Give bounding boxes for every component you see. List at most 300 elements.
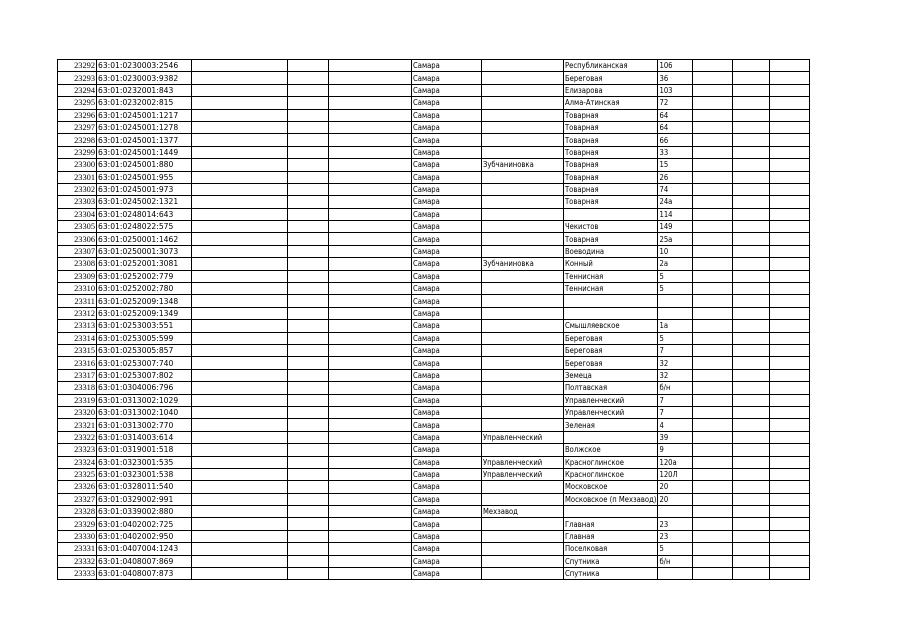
empty-cell[interactable] <box>329 382 412 394</box>
empty-cell[interactable] <box>733 344 770 356</box>
empty-cell[interactable] <box>288 493 329 505</box>
street-cell[interactable]: Алма-Атинская <box>564 97 658 109</box>
row-number-cell[interactable]: 23333 <box>58 568 97 580</box>
empty-cell[interactable] <box>733 332 770 344</box>
empty-cell[interactable] <box>770 357 810 369</box>
cadastral-number-cell[interactable]: 63:01:0245001:955 <box>97 171 192 183</box>
cadastral-number-cell[interactable]: 63:01:0328011:540 <box>97 481 192 493</box>
cadastral-number-cell[interactable]: 63:01:0245002:1321 <box>97 196 192 208</box>
empty-cell[interactable] <box>693 357 733 369</box>
street-cell[interactable]: Зеленая <box>564 419 658 431</box>
street-cell[interactable]: Товарная <box>564 171 658 183</box>
empty-cell[interactable] <box>192 171 288 183</box>
row-number-cell[interactable]: 23319 <box>58 394 97 406</box>
row-number-cell[interactable]: 23297 <box>58 121 97 133</box>
empty-cell[interactable] <box>329 506 412 518</box>
house-number-cell[interactable]: 5 <box>658 543 693 555</box>
empty-cell[interactable] <box>770 406 810 418</box>
street-cell[interactable]: Береговая <box>564 344 658 356</box>
district-cell[interactable] <box>482 245 564 257</box>
empty-cell[interactable] <box>733 146 770 158</box>
empty-cell[interactable] <box>192 357 288 369</box>
empty-cell[interactable] <box>693 60 733 72</box>
empty-cell[interactable] <box>288 171 329 183</box>
district-cell[interactable] <box>482 394 564 406</box>
district-cell[interactable]: Зубчаниновка <box>482 258 564 270</box>
empty-cell[interactable] <box>693 506 733 518</box>
empty-cell[interactable] <box>693 283 733 295</box>
empty-cell[interactable] <box>288 97 329 109</box>
street-cell[interactable]: Смышляевское <box>564 320 658 332</box>
empty-cell[interactable] <box>329 456 412 468</box>
row-number-cell[interactable]: 23306 <box>58 233 97 245</box>
city-cell[interactable]: Самара <box>412 456 482 468</box>
row-number-cell[interactable]: 23328 <box>58 506 97 518</box>
empty-cell[interactable] <box>192 456 288 468</box>
empty-cell[interactable] <box>192 481 288 493</box>
city-cell[interactable]: Самара <box>412 481 482 493</box>
empty-cell[interactable] <box>192 555 288 567</box>
empty-cell[interactable] <box>733 456 770 468</box>
row-number-cell[interactable]: 23311 <box>58 295 97 307</box>
empty-cell[interactable] <box>770 543 810 555</box>
street-cell[interactable]: Товарная <box>564 109 658 121</box>
empty-cell[interactable] <box>770 506 810 518</box>
empty-cell[interactable] <box>770 295 810 307</box>
cadastral-number-cell[interactable]: 63:01:0248014:643 <box>97 208 192 220</box>
city-cell[interactable]: Самара <box>412 344 482 356</box>
city-cell[interactable]: Самара <box>412 171 482 183</box>
empty-cell[interactable] <box>192 295 288 307</box>
empty-cell[interactable] <box>770 258 810 270</box>
empty-cell[interactable] <box>329 568 412 580</box>
empty-cell[interactable] <box>329 295 412 307</box>
empty-cell[interactable] <box>288 196 329 208</box>
house-number-cell[interactable]: 5 <box>658 332 693 344</box>
empty-cell[interactable] <box>329 493 412 505</box>
empty-cell[interactable] <box>733 109 770 121</box>
city-cell[interactable]: Самара <box>412 357 482 369</box>
empty-cell[interactable] <box>288 221 329 233</box>
row-number-cell[interactable]: 23320 <box>58 406 97 418</box>
empty-cell[interactable] <box>733 221 770 233</box>
empty-cell[interactable] <box>733 245 770 257</box>
empty-cell[interactable] <box>288 121 329 133</box>
row-number-cell[interactable]: 23323 <box>58 444 97 456</box>
empty-cell[interactable] <box>288 530 329 542</box>
cadastral-number-cell[interactable]: 63:01:0245001:973 <box>97 183 192 195</box>
empty-cell[interactable] <box>693 419 733 431</box>
cadastral-number-cell[interactable]: 63:01:0313002:1040 <box>97 406 192 418</box>
empty-cell[interactable] <box>329 307 412 319</box>
empty-cell[interactable] <box>770 72 810 84</box>
cadastral-number-cell[interactable]: 63:01:0304006:796 <box>97 382 192 394</box>
district-cell[interactable]: Управленческий <box>482 431 564 443</box>
district-cell[interactable] <box>482 382 564 394</box>
empty-cell[interactable] <box>770 159 810 171</box>
empty-cell[interactable] <box>733 258 770 270</box>
empty-cell[interactable] <box>288 245 329 257</box>
district-cell[interactable] <box>482 543 564 555</box>
district-cell[interactable] <box>482 171 564 183</box>
empty-cell[interactable] <box>329 159 412 171</box>
house-number-cell[interactable]: 23 <box>658 530 693 542</box>
street-cell[interactable]: Красноглинское <box>564 468 658 480</box>
district-cell[interactable] <box>482 518 564 530</box>
city-cell[interactable]: Самара <box>412 146 482 158</box>
empty-cell[interactable] <box>192 134 288 146</box>
city-cell[interactable]: Самара <box>412 109 482 121</box>
empty-cell[interactable] <box>329 344 412 356</box>
row-number-cell[interactable]: 23298 <box>58 134 97 146</box>
empty-cell[interactable] <box>770 146 810 158</box>
empty-cell[interactable] <box>733 518 770 530</box>
row-number-cell[interactable]: 23303 <box>58 196 97 208</box>
row-number-cell[interactable]: 23308 <box>58 258 97 270</box>
empty-cell[interactable] <box>770 481 810 493</box>
empty-cell[interactable] <box>192 344 288 356</box>
row-number-cell[interactable]: 23292 <box>58 60 97 72</box>
house-number-cell[interactable]: 7 <box>658 344 693 356</box>
row-number-cell[interactable]: 23330 <box>58 530 97 542</box>
row-number-cell[interactable]: 23301 <box>58 171 97 183</box>
empty-cell[interactable] <box>733 481 770 493</box>
house-number-cell[interactable] <box>658 295 693 307</box>
empty-cell[interactable] <box>288 344 329 356</box>
empty-cell[interactable] <box>770 196 810 208</box>
cadastral-number-cell[interactable]: 63:01:0252001:3081 <box>97 258 192 270</box>
street-cell[interactable]: Управленческий <box>564 406 658 418</box>
empty-cell[interactable] <box>693 134 733 146</box>
city-cell[interactable]: Самара <box>412 208 482 220</box>
street-cell[interactable]: Управленческий <box>564 394 658 406</box>
row-number-cell[interactable]: 23293 <box>58 72 97 84</box>
district-cell[interactable] <box>482 72 564 84</box>
district-cell[interactable] <box>482 183 564 195</box>
empty-cell[interactable] <box>693 369 733 381</box>
row-number-cell[interactable]: 23332 <box>58 555 97 567</box>
empty-cell[interactable] <box>329 444 412 456</box>
street-cell[interactable]: Московское (п Мехзавод) <box>565 494 657 504</box>
empty-cell[interactable] <box>288 233 329 245</box>
city-cell[interactable]: Самара <box>412 518 482 530</box>
empty-cell[interactable] <box>329 134 412 146</box>
empty-cell[interactable] <box>329 369 412 381</box>
empty-cell[interactable] <box>192 283 288 295</box>
empty-cell[interactable] <box>288 382 329 394</box>
empty-cell[interactable] <box>770 530 810 542</box>
empty-cell[interactable] <box>770 208 810 220</box>
district-cell[interactable] <box>482 60 564 72</box>
cadastral-number-cell[interactable]: 63:01:0323001:535 <box>97 456 192 468</box>
empty-cell[interactable] <box>329 72 412 84</box>
cadastral-number-cell[interactable]: 63:01:0245001:880 <box>97 159 192 171</box>
empty-cell[interactable] <box>288 332 329 344</box>
empty-cell[interactable] <box>733 307 770 319</box>
empty-cell[interactable] <box>329 320 412 332</box>
empty-cell[interactable] <box>693 431 733 443</box>
row-number-cell[interactable]: 23321 <box>58 419 97 431</box>
row-number-cell[interactable]: 23296 <box>58 109 97 121</box>
house-number-cell[interactable]: 25а <box>658 233 693 245</box>
empty-cell[interactable] <box>288 258 329 270</box>
city-cell[interactable]: Самара <box>412 60 482 72</box>
empty-cell[interactable] <box>770 221 810 233</box>
empty-cell[interactable] <box>693 245 733 257</box>
street-cell[interactable]: Главная <box>564 518 658 530</box>
city-cell[interactable]: Самара <box>412 369 482 381</box>
empty-cell[interactable] <box>329 233 412 245</box>
district-cell[interactable] <box>482 208 564 220</box>
empty-cell[interactable] <box>693 468 733 480</box>
empty-cell[interactable] <box>192 109 288 121</box>
empty-cell[interactable] <box>733 134 770 146</box>
empty-cell[interactable] <box>693 493 733 505</box>
empty-cell[interactable] <box>733 382 770 394</box>
house-number-cell[interactable]: 15 <box>658 159 693 171</box>
cadastral-number-cell[interactable]: 63:01:0253003:551 <box>97 320 192 332</box>
empty-cell[interactable] <box>288 555 329 567</box>
district-cell[interactable] <box>482 196 564 208</box>
cadastral-number-cell[interactable]: 63:01:0408007:873 <box>97 568 192 580</box>
empty-cell[interactable] <box>329 60 412 72</box>
empty-cell[interactable] <box>693 109 733 121</box>
street-cell[interactable]: Воеводина <box>564 245 658 257</box>
empty-cell[interactable] <box>770 60 810 72</box>
house-number-cell[interactable]: 1а <box>658 320 693 332</box>
empty-cell[interactable] <box>733 270 770 282</box>
row-number-cell[interactable]: 23324 <box>58 456 97 468</box>
empty-cell[interactable] <box>733 60 770 72</box>
house-number-cell[interactable]: 32 <box>658 369 693 381</box>
empty-cell[interactable] <box>770 233 810 245</box>
empty-cell[interactable] <box>288 456 329 468</box>
empty-cell[interactable] <box>329 270 412 282</box>
street-cell[interactable]: Конный <box>564 258 658 270</box>
district-cell[interactable] <box>482 568 564 580</box>
city-cell[interactable]: Самара <box>412 159 482 171</box>
city-cell[interactable]: Самара <box>412 382 482 394</box>
street-cell[interactable]: Чекистов <box>564 221 658 233</box>
empty-cell[interactable] <box>770 344 810 356</box>
district-cell[interactable] <box>482 146 564 158</box>
empty-cell[interactable] <box>192 233 288 245</box>
city-cell[interactable]: Самара <box>412 233 482 245</box>
empty-cell[interactable] <box>733 208 770 220</box>
house-number-cell[interactable]: 26 <box>658 171 693 183</box>
empty-cell[interactable] <box>770 307 810 319</box>
house-number-cell[interactable] <box>658 506 693 518</box>
house-number-cell[interactable]: 149 <box>658 221 693 233</box>
empty-cell[interactable] <box>329 183 412 195</box>
district-cell[interactable] <box>482 134 564 146</box>
district-cell[interactable] <box>482 369 564 381</box>
street-cell[interactable]: Елизарова <box>564 84 658 96</box>
house-number-cell[interactable]: 24а <box>658 196 693 208</box>
house-number-cell[interactable]: 33 <box>658 146 693 158</box>
district-cell[interactable] <box>482 121 564 133</box>
empty-cell[interactable] <box>770 245 810 257</box>
empty-cell[interactable] <box>770 394 810 406</box>
empty-cell[interactable] <box>770 84 810 96</box>
cadastral-number-cell[interactable]: 63:01:0230003:2546 <box>97 60 192 72</box>
empty-cell[interactable] <box>770 568 810 580</box>
cadastral-number-cell[interactable]: 63:01:0252002:779 <box>97 270 192 282</box>
empty-cell[interactable] <box>770 183 810 195</box>
empty-cell[interactable] <box>288 444 329 456</box>
street-cell[interactable] <box>564 307 658 319</box>
empty-cell[interactable] <box>693 444 733 456</box>
district-cell[interactable] <box>482 283 564 295</box>
empty-cell[interactable] <box>288 518 329 530</box>
street-cell[interactable]: Волжское <box>564 444 658 456</box>
street-cell[interactable]: Товарная <box>564 134 658 146</box>
empty-cell[interactable] <box>329 84 412 96</box>
street-cell[interactable]: Теннисная <box>564 270 658 282</box>
cadastral-number-cell[interactable]: 63:01:0313002:1029 <box>97 394 192 406</box>
house-number-cell[interactable] <box>658 307 693 319</box>
empty-cell[interactable] <box>329 543 412 555</box>
street-cell[interactable]: Береговая <box>564 357 658 369</box>
empty-cell[interactable] <box>733 568 770 580</box>
empty-cell[interactable] <box>693 97 733 109</box>
empty-cell[interactable] <box>693 270 733 282</box>
empty-cell[interactable] <box>288 506 329 518</box>
cadastral-number-cell[interactable]: 63:01:0245001:1449 <box>97 146 192 158</box>
empty-cell[interactable] <box>733 121 770 133</box>
cadastral-number-cell[interactable]: 63:01:0252002:780 <box>97 283 192 295</box>
empty-cell[interactable] <box>288 406 329 418</box>
empty-cell[interactable] <box>733 506 770 518</box>
empty-cell[interactable] <box>693 394 733 406</box>
district-cell[interactable]: Управленческий <box>482 456 564 468</box>
empty-cell[interactable] <box>288 543 329 555</box>
cadastral-number-cell[interactable]: 63:01:0252009:1348 <box>97 295 192 307</box>
cadastral-number-cell[interactable]: 63:01:0402002:950 <box>97 530 192 542</box>
house-number-cell[interactable]: 39 <box>658 431 693 443</box>
city-cell[interactable]: Самара <box>412 543 482 555</box>
house-number-cell[interactable]: 103 <box>658 84 693 96</box>
empty-cell[interactable] <box>770 320 810 332</box>
empty-cell[interactable] <box>329 518 412 530</box>
house-number-cell[interactable]: 64 <box>658 121 693 133</box>
empty-cell[interactable] <box>288 109 329 121</box>
empty-cell[interactable] <box>192 543 288 555</box>
street-cell[interactable] <box>564 506 658 518</box>
empty-cell[interactable] <box>693 568 733 580</box>
district-cell[interactable] <box>482 270 564 282</box>
empty-cell[interactable] <box>733 283 770 295</box>
row-number-cell[interactable]: 23327 <box>58 493 97 505</box>
row-number-cell[interactable]: 23304 <box>58 208 97 220</box>
district-cell[interactable] <box>482 97 564 109</box>
row-number-cell[interactable]: 23331 <box>58 543 97 555</box>
city-cell[interactable]: Самара <box>412 72 482 84</box>
empty-cell[interactable] <box>329 245 412 257</box>
empty-cell[interactable] <box>733 97 770 109</box>
street-cell[interactable]: Республиканская <box>564 60 658 72</box>
district-cell[interactable] <box>482 307 564 319</box>
empty-cell[interactable] <box>770 134 810 146</box>
city-cell[interactable]: Самара <box>412 245 482 257</box>
house-number-cell[interactable]: б/н <box>658 382 693 394</box>
city-cell[interactable]: Самара <box>412 283 482 295</box>
empty-cell[interactable] <box>288 208 329 220</box>
empty-cell[interactable] <box>733 394 770 406</box>
row-number-cell[interactable]: 23302 <box>58 183 97 195</box>
empty-cell[interactable] <box>693 233 733 245</box>
district-cell[interactable]: Зубчаниновка <box>482 159 564 171</box>
empty-cell[interactable] <box>693 456 733 468</box>
empty-cell[interactable] <box>733 233 770 245</box>
empty-cell[interactable] <box>733 357 770 369</box>
empty-cell[interactable] <box>693 320 733 332</box>
empty-cell[interactable] <box>733 369 770 381</box>
city-cell[interactable]: Самара <box>412 568 482 580</box>
street-cell[interactable]: Товарная <box>564 146 658 158</box>
empty-cell[interactable] <box>288 307 329 319</box>
district-cell[interactable] <box>482 344 564 356</box>
empty-cell[interactable] <box>192 196 288 208</box>
empty-cell[interactable] <box>288 295 329 307</box>
house-number-cell[interactable]: 20 <box>658 493 693 505</box>
city-cell[interactable]: Самара <box>412 258 482 270</box>
cadastral-number-cell[interactable]: 63:01:0253005:857 <box>97 344 192 356</box>
city-cell[interactable]: Самара <box>412 295 482 307</box>
empty-cell[interactable] <box>329 146 412 158</box>
empty-cell[interactable] <box>288 369 329 381</box>
city-cell[interactable]: Самара <box>412 394 482 406</box>
empty-cell[interactable] <box>329 555 412 567</box>
house-number-cell[interactable]: 7 <box>658 394 693 406</box>
empty-cell[interactable] <box>770 97 810 109</box>
empty-cell[interactable] <box>770 444 810 456</box>
empty-cell[interactable] <box>288 320 329 332</box>
empty-cell[interactable] <box>770 493 810 505</box>
empty-cell[interactable] <box>693 121 733 133</box>
city-cell[interactable]: Самара <box>412 320 482 332</box>
empty-cell[interactable] <box>693 406 733 418</box>
empty-cell[interactable] <box>192 419 288 431</box>
empty-cell[interactable] <box>192 221 288 233</box>
empty-cell[interactable] <box>329 481 412 493</box>
empty-cell[interactable] <box>288 357 329 369</box>
cadastral-number-cell[interactable]: 63:01:0253007:740 <box>97 357 192 369</box>
empty-cell[interactable] <box>192 159 288 171</box>
district-cell[interactable] <box>482 109 564 121</box>
district-cell[interactable] <box>482 481 564 493</box>
empty-cell[interactable] <box>329 431 412 443</box>
empty-cell[interactable] <box>288 84 329 96</box>
empty-cell[interactable] <box>288 419 329 431</box>
city-cell[interactable]: Самара <box>412 270 482 282</box>
empty-cell[interactable] <box>329 468 412 480</box>
empty-cell[interactable] <box>192 332 288 344</box>
empty-cell[interactable] <box>770 109 810 121</box>
empty-cell[interactable] <box>770 518 810 530</box>
empty-cell[interactable] <box>693 159 733 171</box>
cadastral-number-cell[interactable]: 63:01:0253005:599 <box>97 332 192 344</box>
district-cell[interactable] <box>482 419 564 431</box>
empty-cell[interactable] <box>288 468 329 480</box>
house-number-cell[interactable]: 114 <box>658 208 693 220</box>
street-cell[interactable]: Теннисная <box>564 283 658 295</box>
house-number-cell[interactable]: б/н <box>658 555 693 567</box>
street-cell[interactable]: Поселковая <box>564 543 658 555</box>
empty-cell[interactable] <box>192 518 288 530</box>
city-cell[interactable]: Самара <box>412 431 482 443</box>
empty-cell[interactable] <box>192 121 288 133</box>
